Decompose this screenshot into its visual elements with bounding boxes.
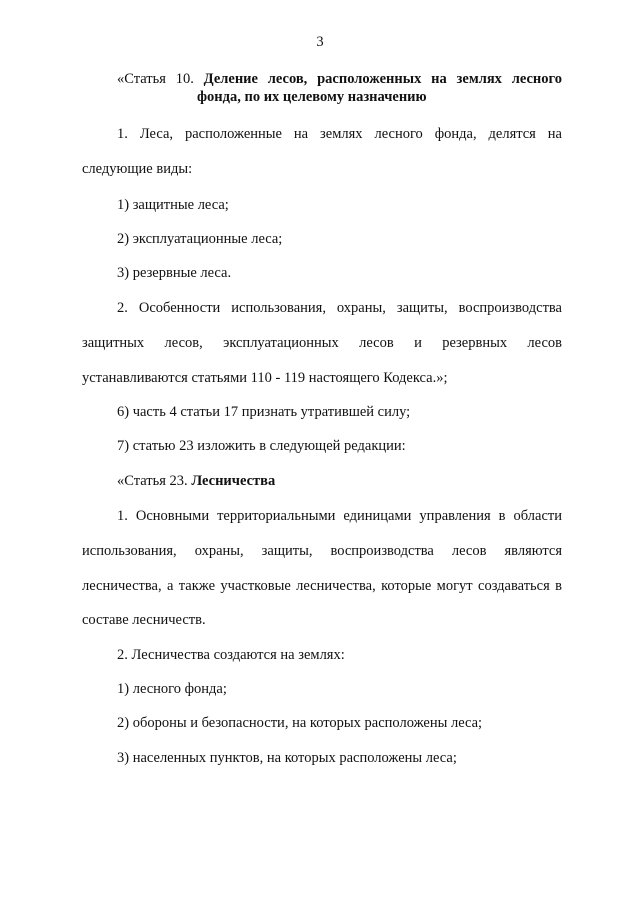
article-10-heading-line1	[117, 70, 562, 88]
page-number: 3	[316, 34, 324, 50]
article-10-p1-line1: 1. Леса, расположенные на землях лесного фонда, делятся на	[117, 126, 562, 142]
article-23-heading-title: Лесничества	[191, 473, 276, 489]
article-23-p2-intro: 2. Лесничества создаются на землях:	[117, 647, 345, 663]
article-23-p1-line1: 1. Основными территориальными единицами управления в области	[117, 508, 562, 524]
article-10-heading-title: Деление лесов, расположенных на землях лесного	[203, 71, 562, 87]
article-23-p1-line3: лесничества, а также участковые лесничества, которые могут создаваться в	[82, 578, 562, 594]
article-23-heading	[117, 472, 275, 490]
article-23-p1-line4: составе лесничеств.	[82, 612, 206, 628]
article-10-heading-prefix: «Статья 10.	[117, 71, 204, 87]
article-23-p1-line2: использования, охраны, защиты, воспроизводства лесов являются	[82, 543, 562, 559]
amendment-item-7: 7) статью 23 изложить в следующей редакции:	[117, 438, 406, 454]
article-10-p1-line2: следующие виды:	[82, 161, 193, 177]
list-item: 3) населенных пунктов, на которых расположены леса;	[117, 750, 457, 766]
list-item: 1) защитные леса;	[117, 197, 229, 213]
article-10-p2-line2: защитных лесов, эксплуатационных лесов и резервных лесов	[82, 335, 562, 351]
amendment-item-6: 6) часть 4 статьи 17 признать утратившей силу;	[117, 404, 411, 420]
article-23-heading-prefix: «Статья 23.	[117, 473, 192, 489]
list-item: 2) обороны и безопасности, на которых расположены леса;	[117, 715, 483, 731]
article-10-p2-line3: устанавливаются статьями 110 - 119 настоящего Кодекса.»;	[82, 370, 448, 386]
list-item: 1) лесного фонда;	[117, 681, 227, 697]
list-item: 3) резервные леса.	[117, 265, 232, 281]
article-10-heading-line2: фонда, по их целевому назначению	[197, 89, 427, 105]
list-item: 2) эксплуатационные леса;	[117, 231, 283, 247]
article-10-p2-line1: 2. Особенности использования, охраны, защиты, воспроизводства	[117, 300, 562, 316]
